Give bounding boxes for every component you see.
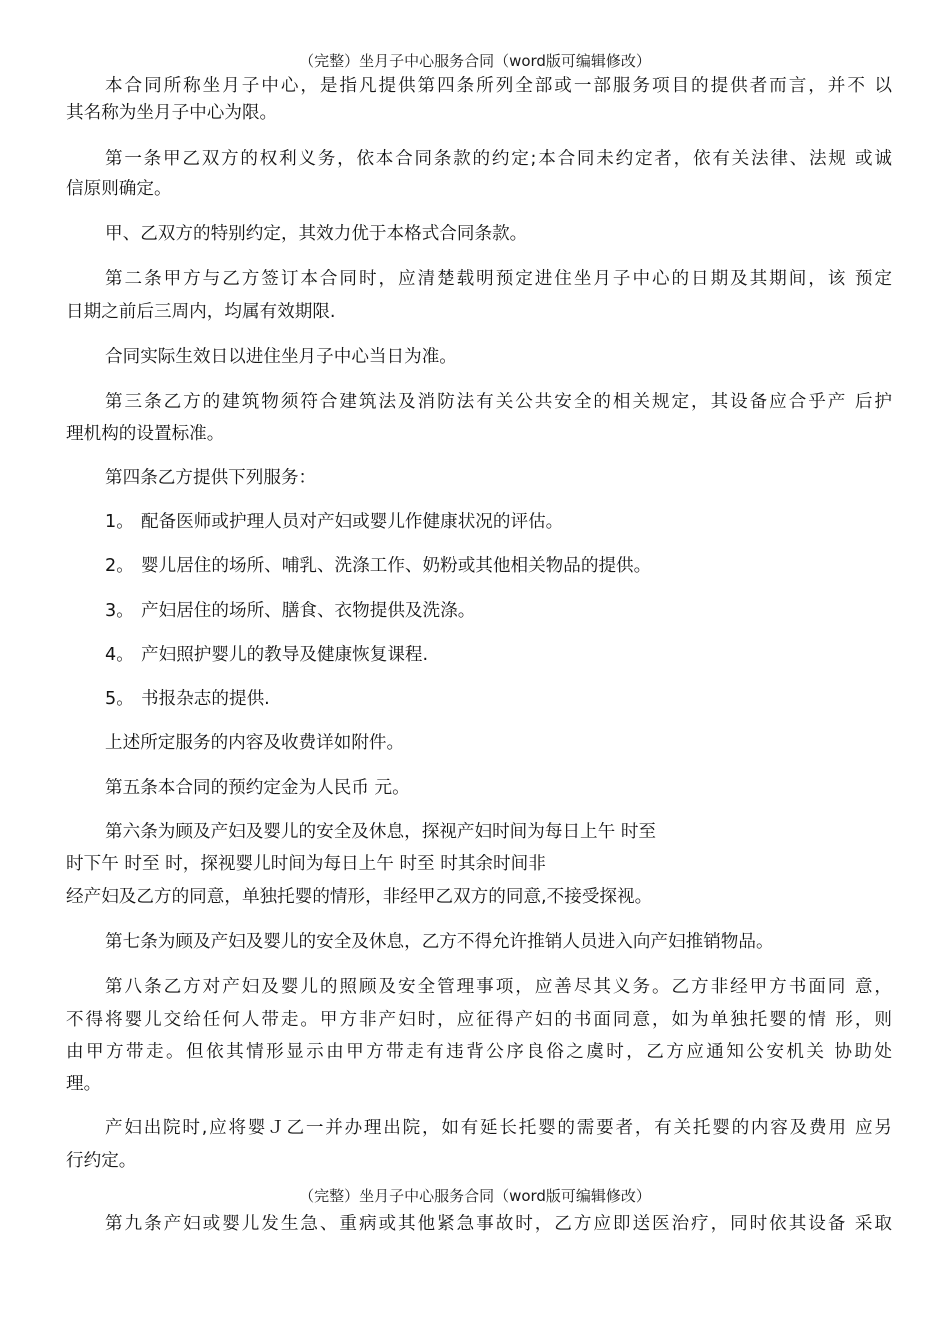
paragraph-line: 第五条本合同的预约定金为人民币 元。 (105, 778, 410, 798)
paragraph-line: 时下午 时至 时，探视婴儿时间为每日上午 时至 时其余时间非 (66, 854, 546, 874)
list-item-number: 3。 (105, 601, 134, 621)
paragraph-line: 第三条乙方的建筑物须符合建筑法及消防法有关公共安全的相关规定，其设备应合乎产 后护 (105, 392, 892, 412)
paragraph-line: 第九条产妇或婴儿发生急、重病或其他紧急事故时，乙方应即送医治疗，同时依其设备 采取 (105, 1214, 892, 1234)
paragraph-line: 由甲方带走。但依其情形显示由甲方带走有违背公序良俗之虞时，乙方应通知公安机关 协助处 (66, 1042, 892, 1062)
list-item-text: 产妇照护婴儿的教导及健康恢复课程. (141, 645, 429, 665)
paragraph-line: 其名称为坐月子中心为限。 (66, 103, 278, 123)
list-item-number: 2。 (105, 556, 134, 576)
paragraph-line: 第四条乙方提供下列服务： (105, 468, 317, 488)
page-header: （完整）坐月子中心服务合同（word版可编辑修改） (299, 1187, 651, 1205)
list-item-text: 配备医师或护理人员对产妇或婴儿作健康状况的评估。 (141, 512, 564, 532)
list-item-number: 1。 (105, 512, 134, 532)
list-item-number: 5。 (105, 689, 134, 709)
paragraph-line: 信原则确定。 (66, 179, 172, 199)
paragraph-line: 理。 (66, 1074, 102, 1094)
list-item-number: 4。 (105, 645, 134, 665)
paragraph-line: 第六条为顾及产妇及婴儿的安全及休息，探视产妇时间为每日上午 时至 (105, 822, 657, 842)
paragraph-line: 经产妇及乙方的同意，单独托婴的情形，非经甲乙双方的同意,不接受探视。 (66, 887, 653, 907)
paragraph-line: 本合同所称坐月子中心，是指凡提供第四条所列全部或一部服务项目的提供者而言，并不 以 (105, 76, 892, 96)
paragraph-line: 甲、乙双方的特别约定，其效力优于本格式合同条款。 (105, 224, 528, 244)
list-item (105, 599, 892, 623)
paragraph-line: 行约定。 (66, 1151, 137, 1171)
page-header: （完整）坐月子中心服务合同（word版可编辑修改） (299, 52, 651, 70)
list-item (105, 643, 892, 667)
list-item-text: 书报杂志的提供. (141, 689, 270, 709)
paragraph-line: 产妇出院时,应将婴Ｊ乙一并办理出院，如有延长托婴的需要者，有关托婴的内容及费用 应另 (105, 1118, 892, 1138)
list-item (105, 510, 892, 534)
list-item (105, 687, 892, 711)
paragraph-line: 上述所定服务的内容及收费详如附件。 (105, 733, 405, 753)
list-item (105, 554, 892, 578)
paragraph-line: 第七条为顾及产妇及婴儿的安全及休息，乙方不得允许推销人员进入向产妇推销物品。 (105, 932, 774, 952)
list-item-text: 产妇居住的场所、膳食、衣物提供及洗涤。 (141, 601, 476, 621)
paragraph-line: 第二条甲方与乙方签订本合同时，应清楚载明预定进住坐月子中心的日期及其期间，该 预定 (105, 269, 892, 289)
paragraph-line: 第八条乙方对产妇及婴儿的照顾及安全管理事项，应善尽其义务。乙方非经甲方书面同 意， (105, 977, 892, 997)
paragraph-line: 理机构的设置标准。 (66, 424, 225, 444)
paragraph-line: 第一条甲乙双方的权利义务，依本合同条款的约定;本合同未约定者，依有关法律、法规 或诚 (105, 149, 892, 169)
paragraph-line: 日期之前后三周内，均属有效期限. (66, 302, 336, 322)
paragraph-line: 不得将婴儿交给任何人带走。甲方非产妇时，应征得产妇的书面同意，如为单独托婴的情 形，则 (66, 1010, 892, 1030)
paragraph-line: 合同实际生效日以进住坐月子中心当日为准。 (105, 347, 457, 367)
list-item-text: 婴儿居住的场所、哺乳、洗涤工作、奶粉或其他相关物品的提供。 (141, 556, 652, 576)
